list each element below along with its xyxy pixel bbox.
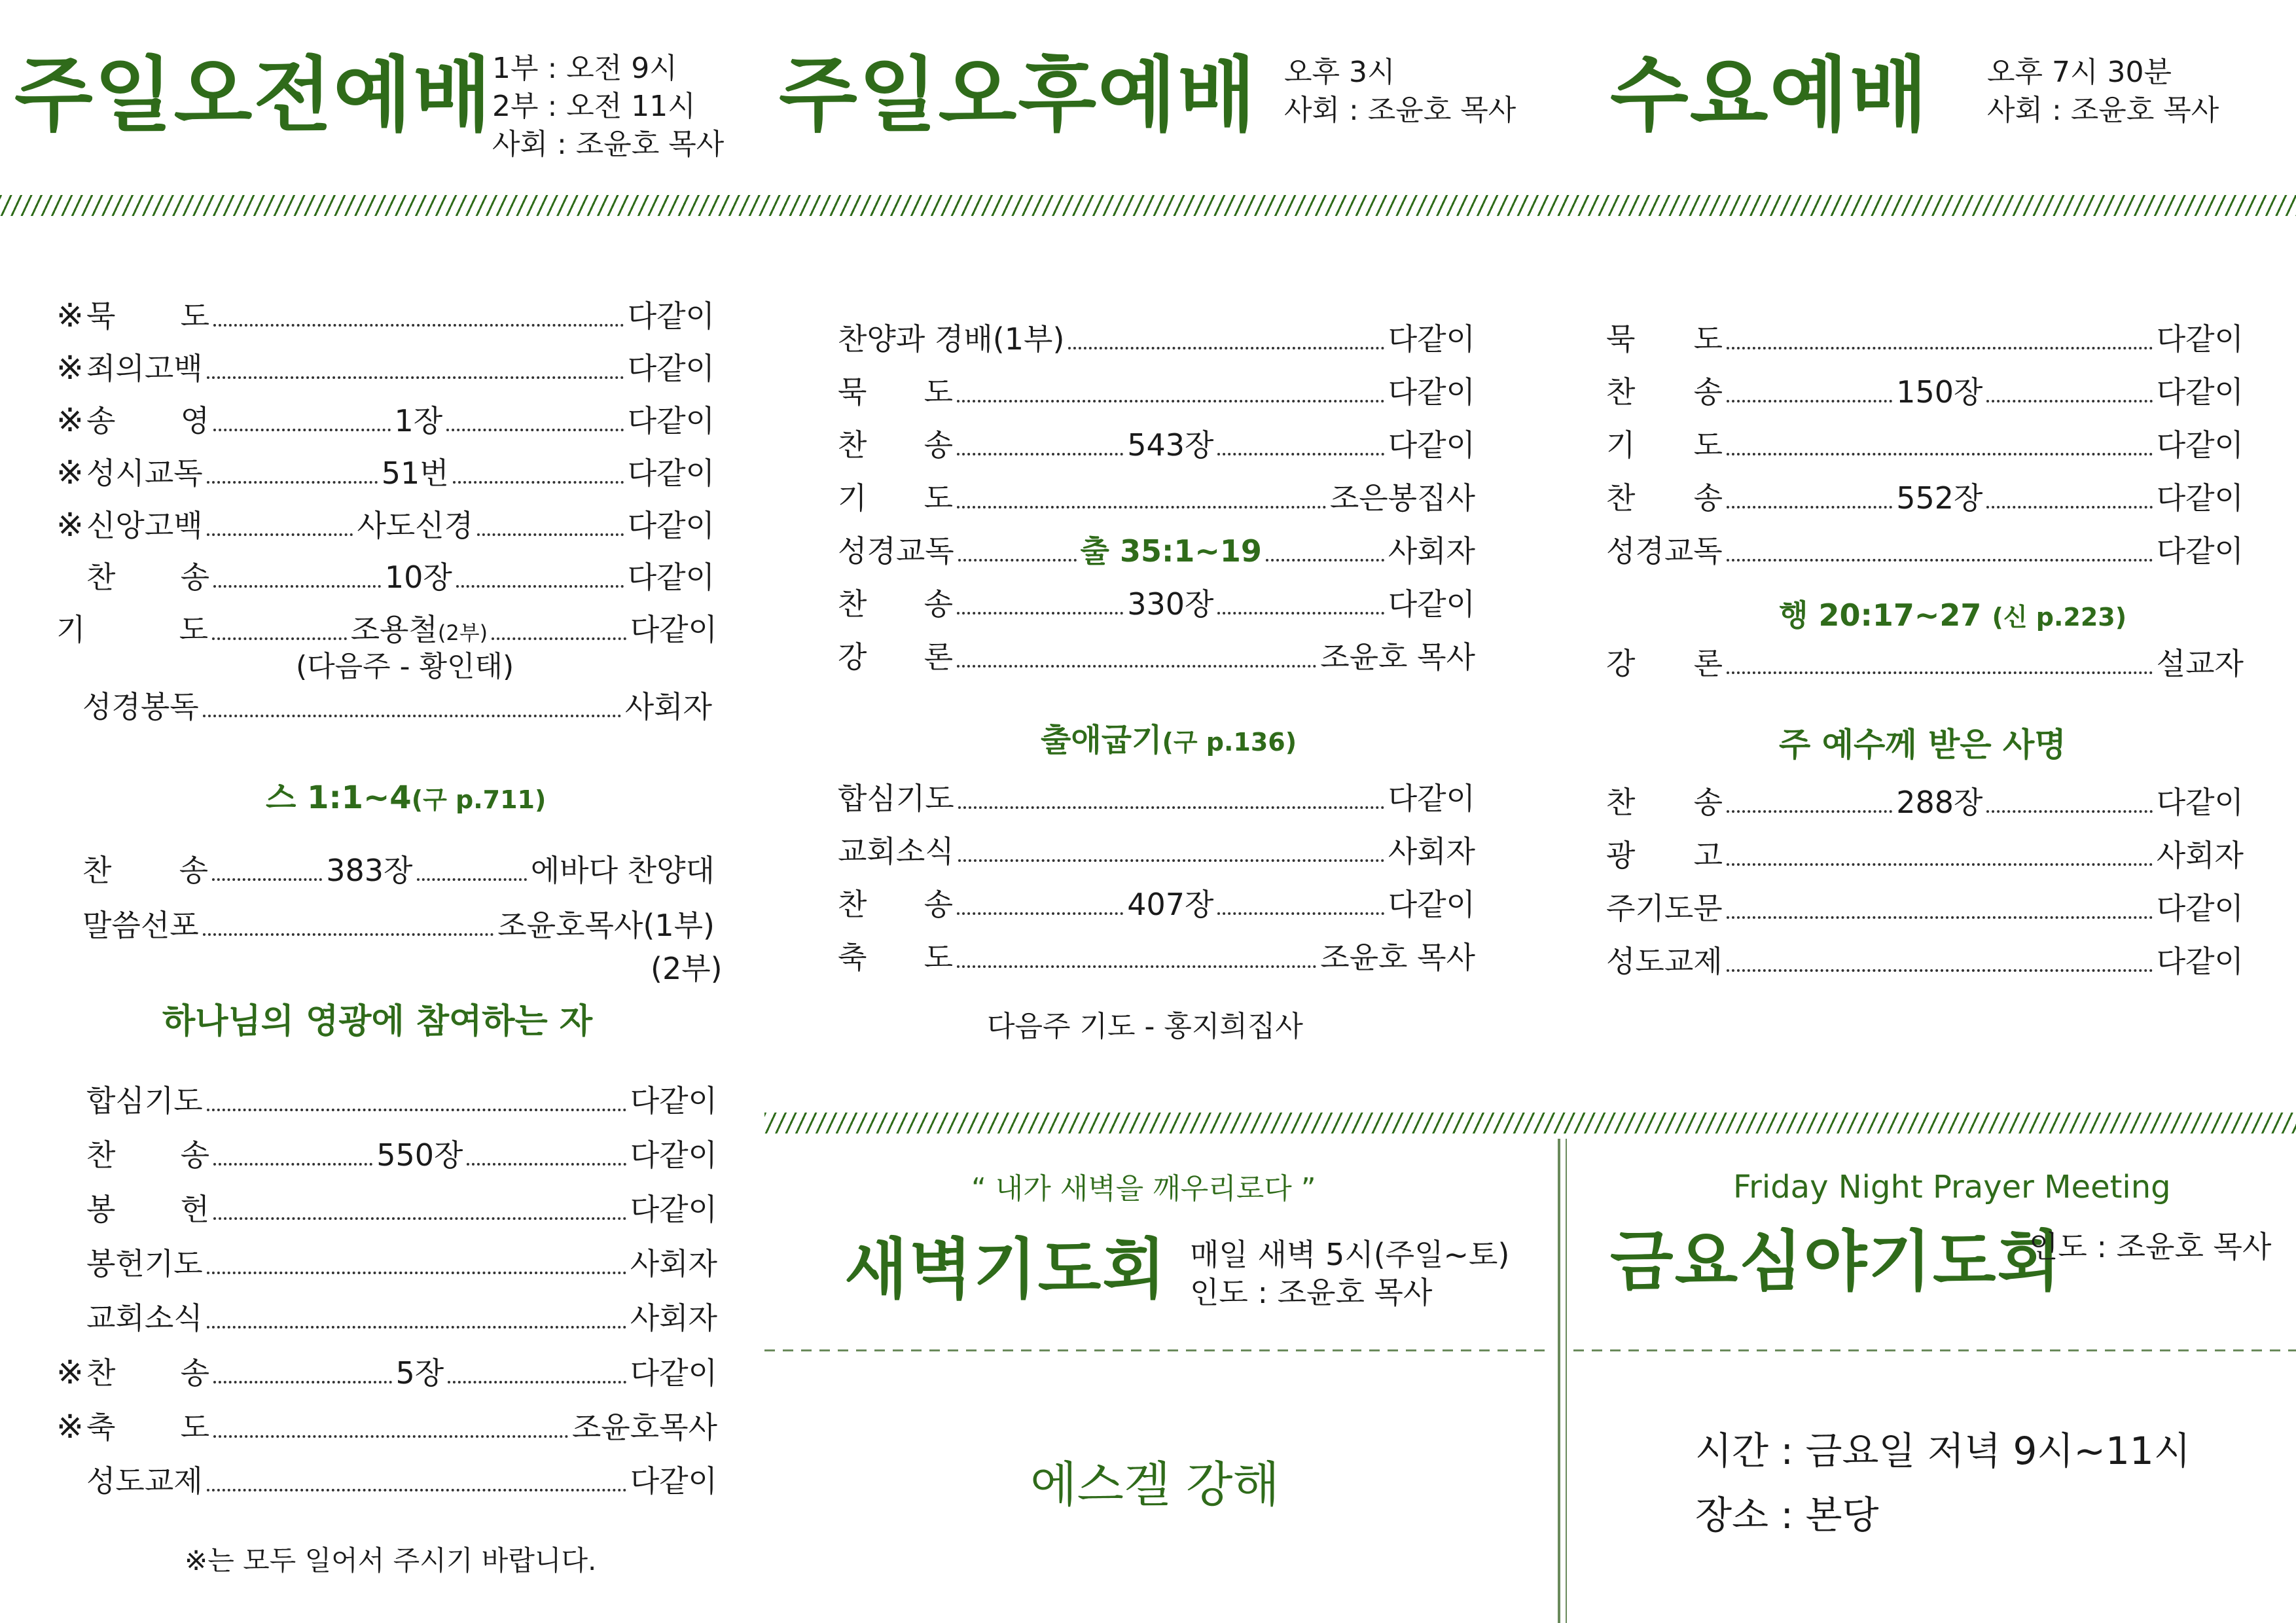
order-label-char: 도	[180, 298, 209, 334]
leader-dots	[1217, 912, 1384, 915]
order-label: 말씀선포	[82, 908, 199, 943]
order-label: 주기도문	[1606, 891, 1723, 926]
leader-dots	[477, 533, 624, 536]
order-row	[1606, 531, 2244, 571]
order-label-char: 찬	[86, 1355, 116, 1391]
order-label	[86, 401, 209, 440]
morning-service-info	[492, 50, 724, 164]
order-row	[1606, 319, 2244, 359]
order-label	[86, 1408, 209, 1447]
leader-dots	[448, 1381, 626, 1383]
leader-dots	[212, 878, 322, 881]
order-value: 다같이	[2156, 427, 2244, 463]
order-label	[1606, 644, 1723, 683]
order-value: 에바다 찬양대	[530, 853, 715, 888]
order-row	[56, 505, 715, 545]
order-value: 다같이	[630, 1192, 717, 1227]
leader-dots	[958, 859, 1384, 862]
leader-dots	[207, 376, 624, 379]
leader-dots	[957, 400, 1384, 402]
order-value: 다같이	[2156, 944, 2244, 979]
order-value: 다같이	[627, 560, 715, 595]
dawn-dash-divider	[764, 1349, 1547, 1351]
leader-dots	[207, 1326, 626, 1329]
order-label-char: 찬	[86, 1137, 116, 1173]
order-value: 다같이	[630, 1355, 718, 1391]
friday-time: 시간 : 금요일 저녁 9시~11시	[1695, 1429, 2191, 1473]
leader-dots	[958, 806, 1384, 809]
order-row	[56, 401, 715, 440]
dawn-topic: 에스겔 강해	[1030, 1457, 1280, 1513]
friday-prayer-title: 금요심야기도회	[1610, 1223, 2062, 1300]
order-label-char: 도	[179, 612, 208, 647]
order-mid: 383장	[326, 853, 413, 888]
order-value: 다같이	[630, 1463, 717, 1499]
leader-dots	[1727, 559, 2153, 562]
order-label-char: 송	[86, 403, 116, 438]
order-label-char: 송	[1693, 785, 1723, 820]
bottom-vertical-divider	[1558, 1139, 1560, 1623]
order-label	[86, 1190, 209, 1229]
leader-dots	[1986, 400, 2152, 402]
order-label	[838, 885, 953, 924]
order-label	[86, 1135, 209, 1175]
order-label-char: 축	[838, 940, 867, 975]
leader-dots	[456, 585, 624, 588]
order-value: 다같이	[627, 298, 715, 334]
leader-dots	[1727, 863, 2153, 866]
afternoon-service-info	[1284, 54, 1516, 130]
standing-mark: ※	[56, 296, 84, 334]
order-label-char: 도	[924, 374, 953, 410]
dawn-quote: “ 내가 새벽을 깨우리로다 ”	[971, 1172, 1316, 1205]
scripture-text: 행 20:17~27	[1779, 597, 1982, 633]
order-label-char: 찬	[838, 427, 867, 463]
order-value: 다같이	[1388, 887, 1475, 922]
morning-hymn-row	[82, 851, 715, 890]
order-label	[838, 637, 953, 677]
order-value: 사회자	[1388, 533, 1475, 569]
leader-dots	[203, 715, 621, 717]
order-mid: 552장	[1896, 480, 1983, 516]
order-row	[56, 348, 715, 388]
order-row	[838, 779, 1475, 818]
order-label-char: 론	[1693, 646, 1723, 681]
order-value: 다같이	[630, 1137, 717, 1173]
sermon-second-service: (2부)	[651, 951, 723, 986]
order-mid: 330장	[1127, 586, 1214, 622]
leader-dots	[1727, 671, 2153, 674]
order-label	[838, 584, 953, 624]
leader-dots	[1217, 453, 1384, 455]
order-value: 다같이	[2156, 321, 2244, 357]
order-label-char: 기	[838, 480, 867, 516]
order-value: 다같이	[627, 351, 715, 386]
order-label: 교회소식	[86, 1300, 203, 1336]
order-row	[56, 453, 715, 493]
order-label: 성도교제	[1606, 944, 1723, 979]
leader-dots	[957, 506, 1326, 508]
order-label-char: 송	[180, 1355, 209, 1391]
leader-dots	[207, 481, 378, 484]
order-label-char: 송	[180, 560, 209, 595]
order-row	[56, 1353, 717, 1393]
order-label	[1606, 319, 1723, 359]
leader-dots	[207, 1489, 626, 1491]
order-label-char: 도	[1693, 321, 1723, 357]
afternoon-sermon-text: 출애굽기	[1041, 722, 1162, 758]
leader-dots	[213, 1217, 626, 1220]
dawn-info-line: 인도 : 조윤호 목사	[1190, 1275, 1433, 1310]
wednesday-scripture	[1779, 592, 2126, 635]
leader-dots	[1727, 810, 1892, 813]
order-value: 다같이	[1388, 427, 1475, 463]
order-row	[838, 584, 1475, 624]
standing-footnote: ※는 모두 일어서 주시기 바랍니다.	[185, 1544, 597, 1577]
standing-mark: ※	[56, 1353, 84, 1391]
order-row	[56, 1407, 717, 1447]
standing-mark: ※	[56, 349, 84, 387]
order-label-char: 고	[1693, 838, 1723, 873]
wednesday-sermon-title: 주 예수께 받은 사명	[1779, 726, 2066, 764]
leader-dots	[213, 1381, 392, 1383]
standing-mark: ※	[56, 401, 84, 439]
order-row	[1606, 942, 2244, 981]
leader-dots	[207, 1272, 626, 1274]
wednesday-service-title: 수요예배	[1610, 48, 1929, 143]
order-label: 죄의고백	[86, 351, 203, 386]
order-row	[1606, 889, 2244, 928]
order-label-char: 강	[1606, 646, 1636, 681]
order-row	[838, 637, 1475, 677]
standing-mark: ※	[56, 454, 84, 491]
order-label: 성경교독	[838, 533, 954, 569]
order-row	[56, 1190, 717, 1229]
order-row	[838, 425, 1475, 465]
order-value: 조윤호목사(1부)	[497, 908, 715, 943]
order-value: 조은봉집사	[1329, 480, 1475, 516]
afternoon-info-line: 사회 : 조윤호 목사	[1284, 94, 1516, 127]
bottom-vertical-divider-inner	[1566, 1139, 1567, 1623]
order-mid: 288장	[1896, 785, 1983, 820]
leader-dots	[446, 429, 624, 431]
order-label: 성도교제	[86, 1463, 203, 1499]
morning-sermon-title: 하나님의 영광에 참여하는 자	[162, 1002, 593, 1041]
order-label	[838, 372, 953, 412]
order-value: 다같이	[1388, 321, 1475, 357]
order-label	[1606, 836, 1723, 875]
leader-dots	[1986, 506, 2152, 508]
dawn-prayer-info	[1190, 1236, 1509, 1311]
order-label-char: 도	[924, 480, 953, 516]
leader-dots	[467, 1163, 626, 1166]
leader-dots	[1727, 347, 2153, 349]
leader-dots	[1727, 453, 2153, 455]
order-label-char: 도	[180, 1410, 209, 1445]
order-label-char: 광	[1606, 838, 1636, 873]
order-mid: 150장	[1896, 374, 1983, 410]
order-label-char: 송	[924, 887, 953, 922]
leader-dots	[207, 533, 353, 536]
order-label-char: 도	[1693, 427, 1723, 463]
order-row	[838, 531, 1475, 571]
order-value: 사회자	[630, 1246, 717, 1281]
order-value: 다같이	[627, 403, 715, 438]
order-label-char: 찬	[86, 560, 116, 595]
morning-sermon-row	[82, 906, 715, 945]
leader-dots	[1727, 400, 1892, 402]
order-mid: 543장	[1127, 427, 1214, 463]
order-label: 봉헌기도	[86, 1246, 203, 1281]
order-label-char: 찬	[838, 586, 867, 622]
order-label-char: 송	[924, 427, 953, 463]
order-mid: 5장	[395, 1355, 444, 1391]
order-label	[56, 610, 208, 649]
order-label	[82, 851, 208, 890]
order-value: 다같이	[2156, 533, 2244, 569]
leader-dots	[1727, 969, 2153, 972]
order-row	[1606, 425, 2244, 465]
order-label-char: 찬	[838, 887, 867, 922]
order-row	[1606, 478, 2244, 518]
leader-dots	[213, 585, 381, 588]
order-label: 신앙고백	[86, 508, 203, 543]
order-row	[838, 938, 1475, 977]
leader-dots	[213, 1163, 372, 1166]
order-label	[86, 296, 209, 336]
afternoon-sermon-title	[1041, 715, 1297, 760]
order-row	[56, 1135, 717, 1175]
prayer-leader-note: (2부)	[437, 620, 488, 645]
order-label-char: 영	[180, 403, 209, 438]
order-mid: 1장	[394, 403, 443, 438]
order-label	[1606, 372, 1723, 412]
order-label-char: 찬	[1606, 785, 1636, 820]
friday-leader: 인도 : 조윤호 목사	[2029, 1229, 2272, 1264]
order-row	[56, 296, 715, 336]
order-label-char: 도	[924, 940, 953, 975]
order-label-char: 묵	[1606, 321, 1636, 357]
order-label	[1606, 478, 1723, 518]
leader-dots	[957, 453, 1123, 455]
order-row	[56, 1244, 717, 1283]
order-label-char: 기	[1606, 427, 1636, 463]
order-row	[56, 1081, 717, 1120]
order-value: 다같이	[627, 508, 715, 543]
afternoon-info-line: 오후 3시	[1284, 56, 1395, 89]
order-row	[56, 1461, 717, 1501]
order-label-char: 헌	[180, 1192, 209, 1227]
leader-dots	[1068, 347, 1384, 349]
leader-dots	[213, 324, 624, 327]
order-row	[838, 319, 1475, 359]
order-value: 설교자	[2156, 646, 2244, 681]
order-label	[86, 1353, 209, 1393]
prayer-leader: 조용철	[350, 612, 438, 647]
order-value: 조윤호 목사	[1320, 940, 1475, 975]
order-label-char: 송	[179, 853, 208, 888]
leader-dots	[957, 665, 1316, 668]
standing-mark: ※	[56, 1408, 84, 1446]
dawn-info-line: 매일 새벽 5시(주일~토)	[1190, 1237, 1510, 1272]
order-value: 사회자	[624, 689, 712, 724]
morning-info-line: 2부 : 오전 11시	[492, 90, 696, 123]
leader-dots	[1217, 612, 1384, 615]
leader-dots	[492, 637, 626, 640]
order-label-char: 묵	[838, 374, 867, 410]
order-label: 합심기도	[86, 1083, 203, 1118]
order-label-char: 론	[924, 639, 953, 675]
order-value: 다같이	[1388, 586, 1475, 622]
order-row	[838, 832, 1475, 871]
order-row	[838, 372, 1475, 412]
order-label: 성시교독	[86, 455, 203, 491]
order-label	[1606, 425, 1723, 465]
leader-dots	[1727, 916, 2153, 919]
order-value: 다같이	[2156, 785, 2244, 820]
order-mid: 출 35:1~19	[1080, 533, 1262, 569]
scripture-text: 스 1:1~4	[266, 779, 412, 816]
leader-dots	[1986, 810, 2152, 813]
order-value: 다같이	[2156, 891, 2244, 926]
leader-dots	[212, 637, 347, 640]
wednesday-lecture-row	[1606, 644, 2244, 683]
order-label-char: 찬	[1606, 480, 1636, 516]
friday-dash-divider	[1573, 1349, 2296, 1351]
order-label-char: 묵	[86, 298, 116, 334]
order-value: 다같이	[1388, 374, 1475, 410]
afternoon-service-title: 주일오후예배	[779, 48, 1257, 143]
morning-reading-row	[82, 687, 712, 726]
order-value: 다같이	[2156, 374, 2244, 410]
bottom-divider	[764, 1113, 2296, 1133]
order-label: 합심기도	[838, 781, 954, 816]
order-label: 성경봉독	[82, 689, 199, 724]
order-label-char: 기	[56, 612, 86, 647]
order-row	[838, 885, 1475, 924]
order-label: 찬양과 경배(1부)	[838, 321, 1065, 357]
order-label-char: 찬	[1606, 374, 1636, 410]
leader-dots	[1727, 506, 1892, 508]
order-value: 다같이	[1388, 781, 1475, 816]
leader-dots	[957, 912, 1123, 915]
scripture-ref: (신 p.223)	[1992, 603, 2127, 632]
order-row	[56, 558, 715, 597]
order-value: 사회자	[1388, 834, 1475, 869]
morning-info-line: 사회 : 조윤호 목사	[492, 128, 725, 161]
order-row	[1606, 836, 2244, 875]
scripture-ref: (구 p.711)	[411, 785, 547, 814]
leader-dots	[213, 429, 391, 431]
wednesday-info-line: 오후 7시 30분	[1987, 56, 2172, 89]
order-value: 다같이	[630, 612, 717, 647]
order-label	[1606, 783, 1723, 822]
afternoon-next-prayer: 다음주 기도 - 홍지희집사	[987, 1010, 1303, 1043]
dawn-prayer-title: 새벽기도회	[844, 1231, 1167, 1308]
order-mid: 10장	[384, 560, 452, 595]
order-row	[1606, 783, 2244, 822]
order-value: 다같이	[2156, 480, 2244, 516]
leader-dots	[958, 559, 1077, 562]
order-value: 사회자	[2156, 838, 2244, 873]
order-mid: 407장	[1127, 887, 1214, 922]
leader-dots	[453, 481, 624, 484]
order-label: 교회소식	[838, 834, 954, 869]
leader-dots	[203, 933, 493, 936]
order-label-char: 봉	[86, 1192, 116, 1227]
order-row	[56, 1298, 717, 1338]
order-value: 다같이	[630, 1083, 717, 1118]
afternoon-sermon-ref: (구 p.136)	[1162, 728, 1297, 757]
order-label	[86, 558, 209, 597]
next-week-prayer: (다음주 - 황인태)	[296, 650, 514, 683]
order-row	[838, 478, 1475, 518]
leader-dots	[213, 1435, 568, 1438]
order-label	[838, 478, 953, 518]
morning-service-title: 주일오전예배	[14, 48, 493, 143]
leader-dots	[1266, 559, 1384, 562]
leader-dots	[957, 965, 1316, 968]
leader-dots	[207, 1109, 626, 1111]
order-label	[838, 425, 953, 465]
wednesday-service-info	[1987, 54, 2219, 130]
order-mid: 사도신경	[357, 508, 474, 543]
friday-subtitle: Friday Night Prayer Meeting	[1733, 1169, 2171, 1205]
order-mid: 51번	[381, 455, 449, 491]
order-label-char: 축	[86, 1410, 116, 1445]
order-value: 조윤호목사	[571, 1410, 717, 1445]
morning-scripture	[266, 772, 546, 817]
header-divider	[0, 195, 2296, 216]
leader-dots	[417, 878, 527, 881]
order-label-char: 송	[180, 1137, 209, 1173]
order-label	[838, 938, 953, 977]
standing-mark: ※	[56, 506, 84, 544]
morning-info-line: 1부 : 오전 9시	[492, 52, 677, 85]
order-label-char: 강	[838, 639, 867, 675]
leader-dots	[957, 612, 1123, 615]
friday-place: 장소 : 본당	[1695, 1493, 1879, 1537]
order-label-char: 찬	[82, 853, 112, 888]
wednesday-info-line: 사회 : 조윤호 목사	[1987, 94, 2219, 127]
order-label-char: 송	[1693, 374, 1723, 410]
order-value: 다같이	[627, 455, 715, 491]
order-value: 조윤호 목사	[1320, 639, 1475, 675]
order-value: 사회자	[630, 1300, 717, 1336]
order-label: 성경교독	[1606, 533, 1723, 569]
order-label-char: 송	[1693, 480, 1723, 516]
order-mid: 550장	[376, 1137, 463, 1173]
order-row	[1606, 372, 2244, 412]
order-label-char: 송	[924, 586, 953, 622]
